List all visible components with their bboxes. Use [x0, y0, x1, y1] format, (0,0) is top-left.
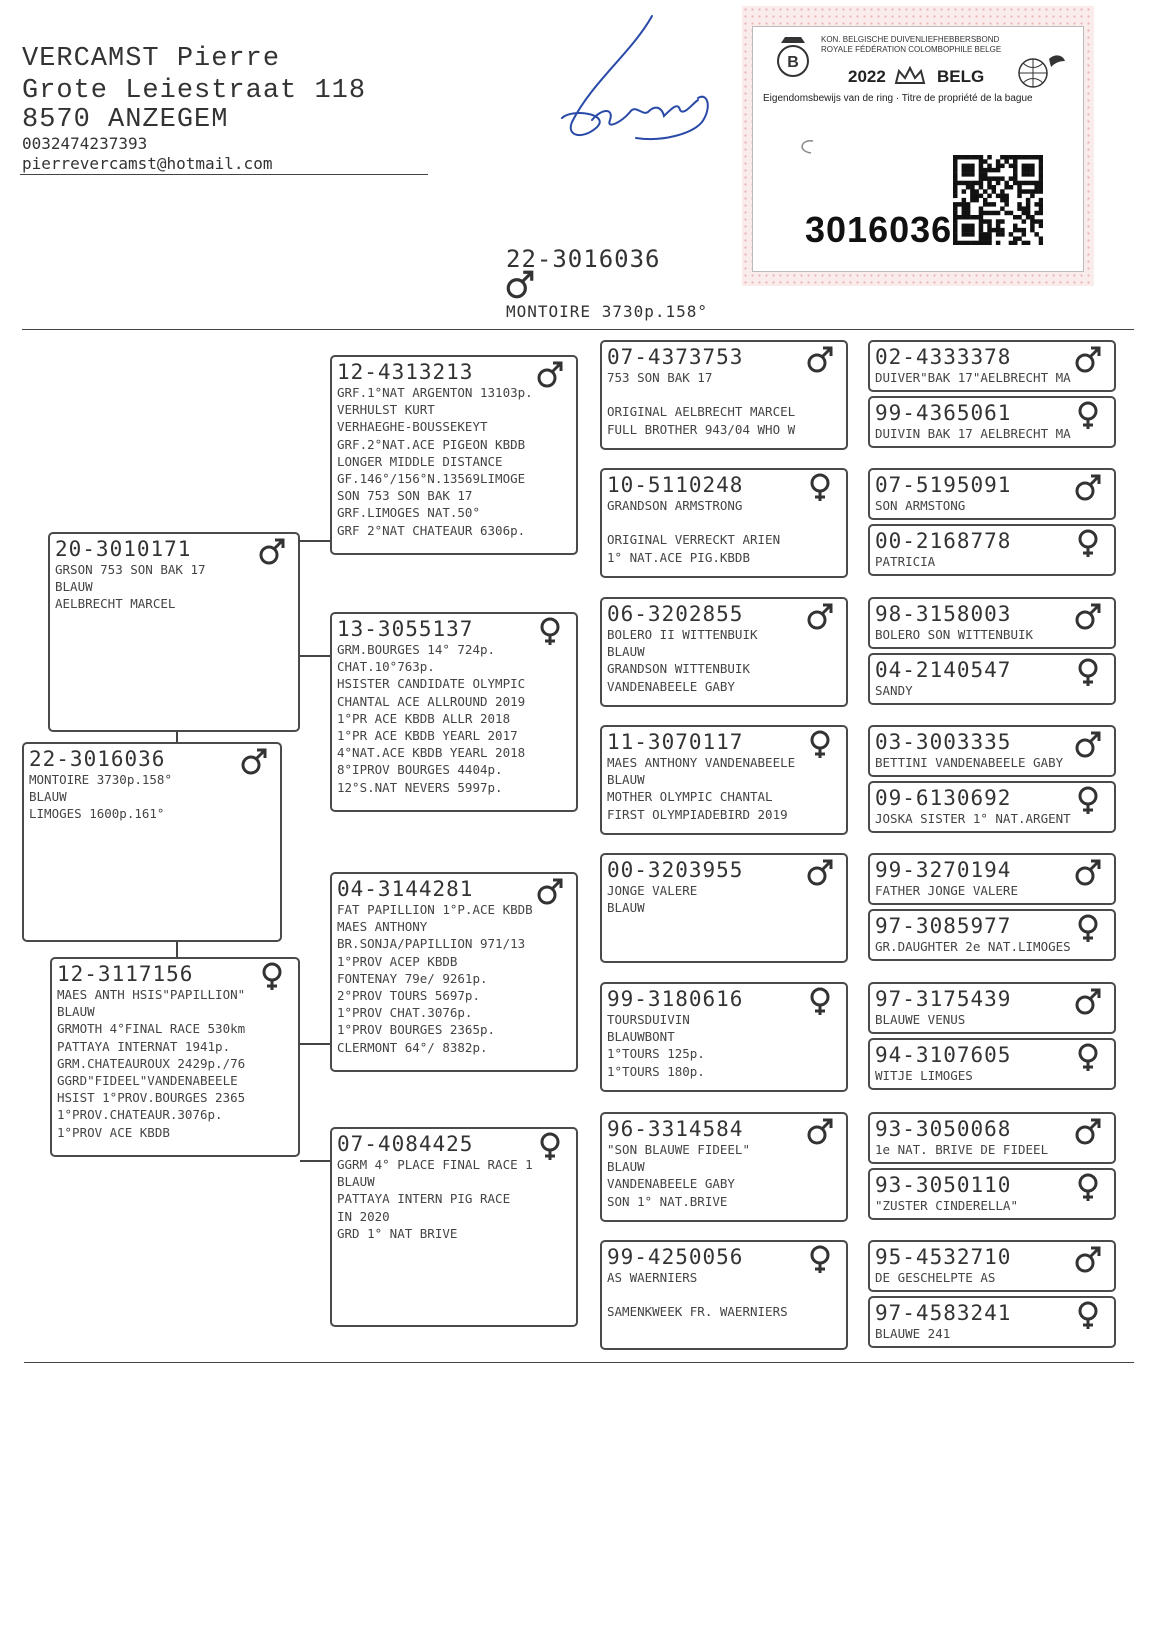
- pedigree-note-line: 1e NAT. BRIVE DE FIDEEL: [875, 1142, 1049, 1157]
- pedigree-note-line: BOLERO II WITTENBUIK: [607, 627, 758, 642]
- pedigree-note-line: CHAT.10°763p.: [337, 659, 435, 675]
- pedigree-notes: [875, 1269, 995, 1286]
- pedigree-note-line: MAES ANTHONY VANDENABEELE: [607, 755, 796, 770]
- pedigree-card-g3-3: [600, 597, 848, 707]
- pedigree-notes: [607, 882, 697, 916]
- pedigree-note-line: GRM.CHATEAUROUX 2429p./76: [57, 1055, 246, 1071]
- ring-number: 94-3107605: [875, 1043, 1012, 1067]
- pedigree-card-g4-8: [868, 781, 1116, 833]
- pedigree-note-line: AS WAERNIERS: [607, 1270, 698, 1285]
- male-symbol-icon: [1074, 857, 1102, 887]
- pedigree-notes: [875, 497, 965, 514]
- pedigree-card-g4-5: [868, 597, 1116, 649]
- federation-crest-icon: [773, 33, 813, 81]
- pedigree-note-line: GRF.LIMOGES NAT.50°: [337, 505, 480, 521]
- female-symbol-icon: [1074, 400, 1102, 430]
- pedigree-note-line: DE GESCHELPTE AS: [875, 1270, 996, 1285]
- owner-phone: 0032474237393: [22, 134, 148, 153]
- pedigree-note-line: MAES ANTH HSIS"PAPILLION": [57, 987, 246, 1002]
- male-symbol-icon: [1074, 986, 1102, 1016]
- connector-dam-g2-bottom: [300, 1160, 330, 1162]
- pedigree-card-g2-4: [330, 1127, 578, 1327]
- pedigree-note-line: CLERMONT 64°/ 8382p.: [337, 1039, 488, 1055]
- pedigree-card-g4-10: [868, 909, 1116, 961]
- female-symbol-icon: [1074, 913, 1102, 943]
- ring-number: 93-3050068: [875, 1117, 1012, 1141]
- owner-street: Grote Leiestraat 118: [22, 76, 367, 106]
- ring-number: 13-3055137: [337, 617, 474, 641]
- pedigree-notes: [875, 1325, 950, 1342]
- male-symbol-icon: [806, 857, 834, 887]
- pedigree-note-line: VANDENABEELE GABY: [607, 1176, 735, 1192]
- male-symbol-icon: [258, 536, 286, 566]
- pedigree-card-g4-12: [868, 1038, 1116, 1090]
- ring-number: 97-3175439: [875, 987, 1012, 1011]
- pedigree-notes: [875, 682, 913, 699]
- pedigree-notes: [875, 1141, 1048, 1158]
- pedigree-note-line: 753 SON BAK 17: [607, 370, 713, 385]
- pedigree-notes: [55, 561, 206, 613]
- owner-city: 8570 ANZEGEM: [22, 105, 229, 135]
- pedigree-notes: [607, 497, 780, 566]
- pedigree-note-line: BLAUW: [29, 789, 67, 805]
- ring-number: 06-3202855: [607, 602, 744, 626]
- male-symbol-icon: [1074, 1244, 1102, 1274]
- pedigree-note-line: MONTOIRE 3730p.158°: [29, 772, 172, 787]
- pedigree-note-line: GGRM 4° PLACE FINAL RACE 1: [337, 1157, 533, 1172]
- pedigree-top-divider: [22, 329, 1134, 330]
- ring-number: 07-5195091: [875, 473, 1012, 497]
- ring-number: 07-4373753: [607, 345, 744, 369]
- pedigree-note-line: [607, 1286, 788, 1303]
- pedigree-card-dam: [50, 957, 300, 1157]
- pedigree-notes: [57, 986, 245, 1141]
- pedigree-note-line: GRM.BOURGES 14° 724p.: [337, 642, 496, 657]
- pedigree-card-sire: [48, 532, 300, 732]
- pedigree-note-line: JONGE VALERE: [607, 883, 698, 898]
- pedigree-note-line: ORIGINAL VERRECKT ARIEN: [607, 532, 781, 548]
- pedigree-card-g3-2: [600, 468, 848, 578]
- pedigree-note-line: BLAUW: [607, 900, 645, 916]
- female-symbol-icon: [536, 616, 564, 646]
- pedigree-card-g4-14: [868, 1168, 1116, 1220]
- pedigree-note-line: GRANDSON WITTENBUIK: [607, 661, 750, 677]
- ring-number: 97-3085977: [875, 914, 1012, 938]
- pedigree-note-line: JOSKA SISTER 1° NAT.ARGENT: [875, 811, 1071, 826]
- pedigree-note-line: ORIGINAL AELBRECHT MARCEL: [607, 404, 796, 420]
- pedigree-note-line: 1°TOURS 125p.: [607, 1046, 705, 1062]
- pedigree-note-line: 12°S.NAT NEVERS 5997p.: [337, 779, 503, 795]
- male-symbol-icon: [1074, 1116, 1102, 1146]
- pedigree-note-line: MAES ANTHONY: [337, 919, 428, 935]
- pedigree-note-line: 1°TOURS 180p.: [607, 1063, 705, 1079]
- pedigree-note-line: "SON BLAUWE FIDEEL": [607, 1142, 750, 1157]
- pedigree-note-line: LIMOGES 1600p.161°: [29, 806, 165, 822]
- pedigree-notes: [875, 882, 1018, 899]
- pedigree-card-g4-3: [868, 468, 1116, 520]
- ring-number: 00-2168778: [875, 529, 1012, 553]
- female-symbol-icon: [258, 961, 286, 991]
- pedigree-note-line: FULL BROTHER 943/04 WHO W: [607, 421, 796, 437]
- ring-number: 22-3016036: [29, 747, 166, 771]
- pedigree-notes: [875, 1067, 973, 1084]
- pedigree-note-line: BR.SONJA/PAPILLION 971/13: [337, 936, 526, 952]
- ring-number: 00-3203955: [607, 858, 744, 882]
- owner-name: VERCAMST Pierre: [22, 44, 281, 74]
- pedigree-note-line: 1° NAT.ACE PIG.KBDB: [607, 549, 750, 565]
- pedigree-notes: [607, 1011, 705, 1080]
- pedigree-note-line: GGRD"FIDEEL"VANDENABEELE: [57, 1072, 238, 1088]
- pedigree-note-line: 1°PR ACE KBDB YEARL 2017: [337, 727, 518, 743]
- pedigree-card-g3-7: [600, 1112, 848, 1222]
- signature-mark: [552, 12, 722, 152]
- ring-number: 04-3144281: [337, 877, 474, 901]
- pedigree-note-line: FIRST OLYMPIADEBIRD 2019: [607, 806, 788, 822]
- pedigree-note-line: BLAUWE VENUS: [875, 1012, 966, 1027]
- pedigree-note-line: SON 753 SON BAK 17: [337, 488, 473, 504]
- pedigree-note-line: GRF.1°NAT ARGENTON 13103p.: [337, 385, 533, 400]
- ring-number: 03-3003335: [875, 730, 1012, 754]
- pedigree-card-g3-8: [600, 1240, 848, 1350]
- connector-sire-g2-top: [300, 540, 330, 542]
- pedigree-note-line: SANDY: [875, 683, 913, 698]
- pedigree-notes: [875, 1197, 1018, 1214]
- pedigree-note-line: 1°PROV.CHATEAUR.3076p.: [57, 1107, 223, 1123]
- pedigree-note-line: HSIST 1°PROV.BOURGES 2365: [57, 1090, 246, 1106]
- pedigree-notes: [875, 553, 935, 570]
- pedigree-card-g4-9: [868, 853, 1116, 905]
- male-symbol-icon: [1074, 472, 1102, 502]
- pedigree-note-line: GR.DAUGHTER 2e NAT.LIMOGES: [875, 939, 1071, 954]
- male-symbol-icon: [806, 601, 834, 631]
- svg-text:B: B: [787, 54, 799, 71]
- pedigree-note-line: MOTHER OLYMPIC CHANTAL: [607, 789, 773, 805]
- pedigree-note-line: PATTAYA INTERN PIG RACE: [337, 1191, 511, 1207]
- pedigree-card-g4-16: [868, 1296, 1116, 1348]
- female-symbol-icon: [1074, 657, 1102, 687]
- pedigree-note-line: DUIVER"BAK 17"AELBRECHT MA: [875, 370, 1071, 385]
- pedigree-note-line: SAMENKWEEK FR. WAERNIERS: [607, 1304, 788, 1320]
- pedigree-note-line: FONTENAY 79e/ 9261p.: [337, 970, 488, 986]
- pedigree-notes: [607, 1269, 788, 1321]
- pedigree-note-line: VERHAEGHE-BOUSSEKEYT: [337, 419, 488, 435]
- female-symbol-icon: [1074, 785, 1102, 815]
- pedigree-note-line: LONGER MIDDLE DISTANCE: [337, 453, 503, 469]
- female-symbol-icon: [1074, 1042, 1102, 1072]
- federation-name-nl: KON. BELGISCHE DUIVENLIEFHEBBERSBOND: [821, 35, 1000, 44]
- pedigree-note-line: BETTINI VANDENABEELE GABY: [875, 755, 1064, 770]
- pedigree-note-line: TOURSDUIVIN: [607, 1012, 690, 1027]
- pedigree-note-line: WITJE LIMOGES: [875, 1068, 973, 1083]
- federation-name-fr: ROYALE FÉDÉRATION COLOMBOPHILE BELGE: [821, 45, 1002, 54]
- pedigree-note-line: BLAUW: [607, 644, 645, 660]
- pedigree-note-line: BLAUW: [607, 772, 645, 788]
- pedigree-notes: [337, 384, 533, 539]
- pedigree-card-subject: [22, 742, 282, 942]
- pedigree-notes: [875, 626, 1033, 643]
- male-symbol-icon: [505, 268, 535, 300]
- pedigree-note-line: GRF.2°NAT.ACE PIGEON KBDB: [337, 436, 526, 452]
- owner-email: pierrevercamst@hotmail.com: [22, 154, 273, 173]
- pedigree-notes: [607, 626, 758, 695]
- ring-number: 09-6130692: [875, 786, 1012, 810]
- ring-number: 99-4365061: [875, 401, 1012, 425]
- pedigree-card-g3-5: [600, 853, 848, 963]
- pedigree-note-line: GRMOTH 4°FINAL RACE 530km: [57, 1021, 246, 1037]
- female-symbol-icon: [1074, 1300, 1102, 1330]
- male-symbol-icon: [1074, 344, 1102, 374]
- pedigree-notes: [875, 425, 1071, 442]
- pedigree-notes: [337, 641, 525, 796]
- male-symbol-icon: [1074, 601, 1102, 631]
- ring-number: 10-5110248: [607, 473, 744, 497]
- ring-number: 95-4532710: [875, 1245, 1012, 1269]
- pedigree-note-line: PATRICIA: [875, 554, 936, 569]
- pedigree-note-line: IN 2020: [337, 1208, 390, 1224]
- ring-number: 99-3270194: [875, 858, 1012, 882]
- crown-icon: [893, 65, 927, 87]
- pedigree-note-line: GF.146°/156°N.13569LIMOGE: [337, 470, 526, 486]
- pedigree-note-line: 1°PROV ACEP KBDB: [337, 953, 458, 969]
- connector-subject-sire: [176, 732, 178, 742]
- pedigree-notes: [607, 754, 795, 823]
- ring-number: 99-4250056: [607, 1245, 744, 1269]
- connector-subject-dam: [176, 942, 178, 957]
- pedigree-note-line: GRANDSON ARMSTRONG: [607, 498, 743, 513]
- pedigree-notes: [337, 901, 533, 1056]
- female-symbol-icon: [536, 1131, 564, 1161]
- pedigree-note-line: BOLERO SON WITTENBUIK: [875, 627, 1034, 642]
- pedigree-card-g3-1: [600, 340, 848, 450]
- pedigree-note-line: BLAUWE 241: [875, 1326, 951, 1341]
- female-symbol-icon: [1074, 528, 1102, 558]
- ownership-certificate: [742, 6, 1094, 286]
- pedigree-card-g4-7: [868, 725, 1116, 777]
- pedigree-note-line: SON ARMSTONG: [875, 498, 966, 513]
- pedigree-card-g4-13: [868, 1112, 1116, 1164]
- qr-code-icon: [953, 155, 1043, 245]
- globe-pigeon-icon: [999, 49, 1069, 89]
- ring-number: 12-3117156: [57, 962, 194, 986]
- pedigree-notes: [29, 771, 172, 823]
- male-symbol-icon: [806, 1116, 834, 1146]
- pedigree-card-g2-2: [330, 612, 578, 812]
- pedigree-note-line: "ZUSTER CINDERELLA": [875, 1198, 1018, 1213]
- pedigree-card-g3-4: [600, 725, 848, 835]
- pedigree-card-g3-6: [600, 982, 848, 1092]
- pedigree-note-line: 2°PROV TOURS 5697p.: [337, 987, 480, 1003]
- pedigree-note-line: DUIVIN BAK 17 AELBRECHT MA: [875, 426, 1071, 441]
- pedigree-note-line: FAT PAPILLION 1°P.ACE KBDB: [337, 902, 533, 917]
- certificate-card: [752, 26, 1084, 272]
- subject-race-result: MONTOIRE 3730p.158°: [506, 302, 709, 321]
- pedigree-note-line: HSISTER CANDIDATE OLYMPIC: [337, 676, 526, 692]
- ring-number: 93-3050110: [875, 1173, 1012, 1197]
- ring-number: 98-3158003: [875, 602, 1012, 626]
- pedigree-notes: [607, 369, 795, 438]
- pedigree-note-line: [607, 386, 795, 403]
- male-symbol-icon: [806, 344, 834, 374]
- ring-number: 07-4084425: [337, 1132, 474, 1156]
- pedigree-note-line: [607, 514, 780, 531]
- header-divider: [20, 174, 428, 175]
- pedigree-notes: [875, 938, 1071, 955]
- pedigree-card-g4-1: [868, 340, 1116, 392]
- certificate-country: BELG: [937, 67, 985, 86]
- ring-number: 99-3180616: [607, 987, 744, 1011]
- ring-mark-icon: [793, 137, 817, 157]
- pedigree-card-g4-4: [868, 524, 1116, 576]
- pedigree-note-line: 1°PROV BOURGES 2365p.: [337, 1022, 496, 1038]
- pedigree-note-line: BLAUWBONT: [607, 1029, 675, 1045]
- pedigree-note-line: VANDENABEELE GABY: [607, 678, 735, 694]
- male-symbol-icon: [536, 876, 564, 906]
- pedigree-note-line: VERHULST KURT: [337, 402, 435, 418]
- ring-number: 11-3070117: [607, 730, 744, 754]
- pedigree-card-g4-2: [868, 396, 1116, 448]
- ring-number: 04-2140547: [875, 658, 1012, 682]
- pedigree-notes: [875, 1011, 965, 1028]
- pedigree-note-line: PATTAYA INTERNAT 1941p.: [57, 1038, 231, 1054]
- connector-dam-g2-top: [300, 1043, 330, 1045]
- pedigree-note-line: BLAUW: [55, 579, 93, 595]
- subject-ring-number: 22-3016036: [506, 245, 661, 273]
- pedigree-note-line: GRSON 753 SON BAK 17: [55, 562, 206, 577]
- pedigree-note-line: BLAUW: [337, 1174, 375, 1190]
- certificate-year: 2022: [848, 67, 886, 86]
- ring-number: 97-4583241: [875, 1301, 1012, 1325]
- pedigree-card-g4-15: [868, 1240, 1116, 1292]
- ring-number: 96-3314584: [607, 1117, 744, 1141]
- pedigree-card-g2-3: [330, 872, 578, 1072]
- pedigree-notes: [875, 754, 1063, 771]
- pedigree-notes: [875, 810, 1071, 827]
- pedigree-bottom-divider: [24, 1362, 1134, 1363]
- pedigree-note-line: FATHER JONGE VALERE: [875, 883, 1018, 898]
- female-symbol-icon: [806, 1244, 834, 1274]
- pedigree-note-line: 8°IPROV BOURGES 4404p.: [337, 762, 503, 778]
- pedigree-card-g2-1: [330, 355, 578, 555]
- pedigree-note-line: GRF 2°NAT CHATEAUR 6306p.: [337, 522, 526, 538]
- pedigree-note-line: 1°PROV ACE KBDB: [57, 1124, 170, 1140]
- pedigree-note-line: SON 1° NAT.BRIVE: [607, 1193, 728, 1209]
- pedigree-notes: [875, 369, 1071, 386]
- ring-number: 20-3010171: [55, 537, 192, 561]
- female-symbol-icon: [806, 472, 834, 502]
- female-symbol-icon: [806, 986, 834, 1016]
- pedigree-note-line: 1°PROV CHAT.3076p.: [337, 1005, 473, 1021]
- male-symbol-icon: [536, 359, 564, 389]
- certificate-ring-number: 3016036: [805, 209, 953, 250]
- pedigree-card-g4-11: [868, 982, 1116, 1034]
- pedigree-note-line: GRD 1° NAT BRIVE: [337, 1225, 458, 1241]
- ring-number: 12-4313213: [337, 360, 474, 384]
- male-symbol-icon: [1074, 729, 1102, 759]
- pedigree-note-line: BLAUW: [57, 1004, 95, 1020]
- pedigree-note-line: CHANTAL ACE ALLROUND 2019: [337, 693, 526, 709]
- ring-number: 02-4333378: [875, 345, 1012, 369]
- male-symbol-icon: [240, 746, 268, 776]
- certificate-caption: Eigendomsbewijs van de ring · Titre de propriété de la bague: [763, 93, 1033, 104]
- pedigree-note-line: AELBRECHT MARCEL: [55, 596, 176, 612]
- connector-sire-g2-bottom: [300, 655, 330, 657]
- pedigree-note-line: 4°NAT.ACE KBDB YEARL 2018: [337, 745, 526, 761]
- female-symbol-icon: [806, 729, 834, 759]
- pedigree-notes: [337, 1156, 533, 1242]
- pedigree-notes: [607, 1141, 750, 1210]
- pedigree-note-line: 1°PR ACE KBDB ALLR 2018: [337, 710, 511, 726]
- female-symbol-icon: [1074, 1172, 1102, 1202]
- pedigree-card-g4-6: [868, 653, 1116, 705]
- pedigree-note-line: BLAUW: [607, 1159, 645, 1175]
